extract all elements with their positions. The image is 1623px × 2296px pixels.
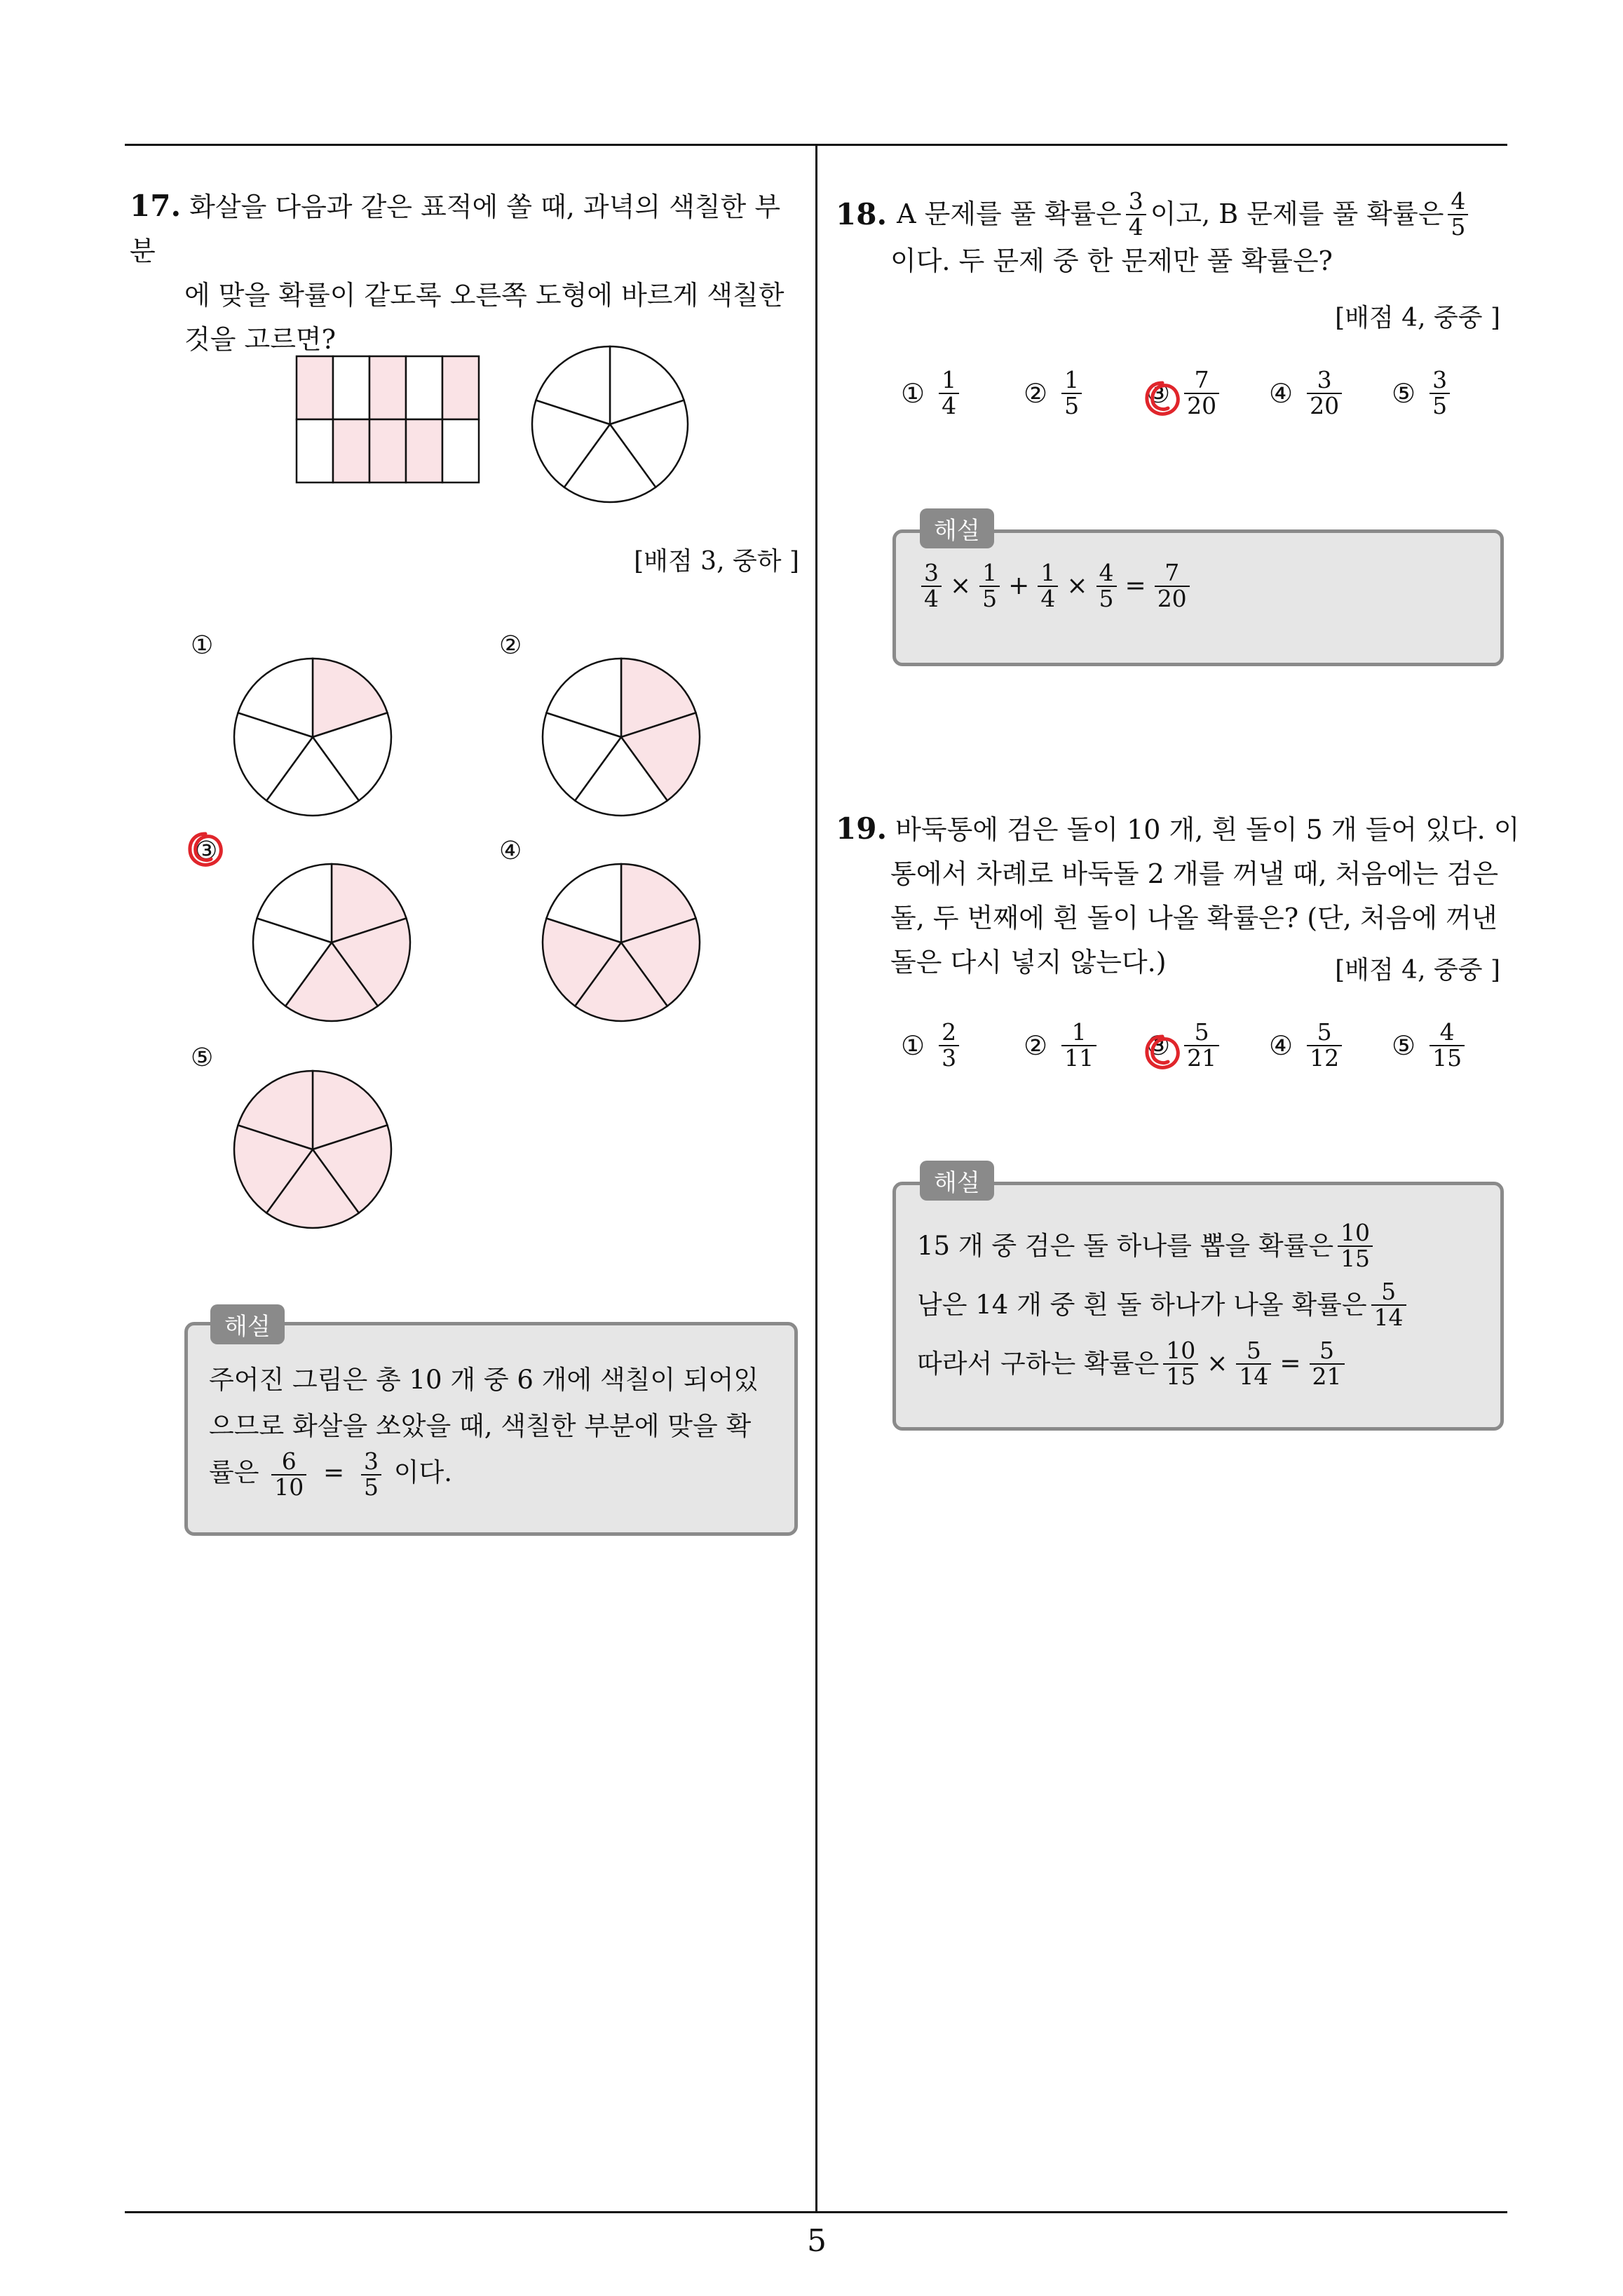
question-text-line: 에 맞을 확률이 같도록 오른쪽 도형에 바르게 색칠한 xyxy=(184,280,785,311)
q18-solution-text: $\frac{3}{4}$ × $\frac{1}{5}$ + $\frac{1}{4}$ × $\frac{4}{5}$ = $\frac{7}{20}$ xyxy=(917,561,1194,611)
grid-cell xyxy=(442,419,479,482)
solution-line: 률은 $\frac{6}{10}$ = $\frac{3}{5}$ 이다. xyxy=(209,1447,452,1501)
difficulty-meta: [배점 4, 중중 ] xyxy=(1335,304,1500,332)
solution-line: 주어진 그림은 총 10 개 중 6 개에 색칠이 되어있 xyxy=(209,1365,759,1395)
choice-4[interactable] xyxy=(1269,1020,1346,1070)
choice-number: ⑤ xyxy=(1392,377,1416,409)
question-18 xyxy=(836,189,1509,283)
choice-5[interactable] xyxy=(1392,368,1454,418)
answer-mark-icon xyxy=(1143,1029,1182,1072)
question-text: 이고, B 문제를 풀 확률은 xyxy=(1150,198,1444,230)
fraction: $\frac{4}{5}$ xyxy=(1096,561,1117,611)
choice-number: ⑤ xyxy=(1392,1029,1416,1061)
question-text-line: 화살을 다음과 같은 표적에 쏠 때, 과녁의 색칠한 부분 xyxy=(130,191,781,266)
solution-line: 으므로 화살을 쏘았을 때, 색칠한 부분에 맞을 확 xyxy=(209,1411,752,1441)
fraction: $\frac{4}{15}$ xyxy=(1430,1020,1465,1070)
question-17 xyxy=(130,184,803,362)
choice-number: ④ xyxy=(1269,377,1293,409)
question-text: A 문제를 풀 확률은 xyxy=(897,198,1122,230)
choice-number: ① xyxy=(901,1029,925,1061)
fraction: $\frac{10}{15}$ xyxy=(1163,1339,1198,1389)
fraction: $\frac{5}{14}$ xyxy=(1236,1339,1271,1389)
grid-cell xyxy=(297,356,333,419)
fraction: $\frac{5}{14}$ xyxy=(1371,1280,1406,1330)
grid-cell xyxy=(369,356,406,419)
fraction: $\frac{10}{15}$ xyxy=(1338,1221,1373,1271)
fraction: $\frac{5}{12}$ xyxy=(1307,1020,1342,1070)
page-number: 5 xyxy=(807,2223,827,2259)
fraction: $\frac{5}{21}$ xyxy=(1310,1339,1345,1389)
q18-choices xyxy=(901,368,1504,438)
question-text-line: 바둑통에 검은 돌이 10 개, 흰 돌이 5 개 들어 있다. 이 xyxy=(895,814,1520,845)
choice-number: ② xyxy=(1024,377,1048,409)
choice-2[interactable] xyxy=(1024,1020,1101,1070)
question-text-line: 돌은 다시 넣지 않는다.) xyxy=(890,947,1167,978)
fraction: $\frac{1}{5}$ xyxy=(1061,368,1082,418)
choice-1[interactable] xyxy=(901,368,963,418)
option-5-label[interactable]: ⑤ xyxy=(191,1044,214,1072)
answer-mark-icon xyxy=(1143,379,1182,418)
fraction: $\frac{3}{5}$ xyxy=(1430,368,1450,418)
choice-number: ③ xyxy=(1146,1029,1171,1061)
q17-solution-text xyxy=(209,1357,784,1499)
grid-cell xyxy=(369,419,406,482)
grid-cell xyxy=(333,356,369,419)
solution-line: 따라서 구하는 확률은 xyxy=(917,1349,1160,1379)
question-number: 17. xyxy=(130,189,182,223)
q19-choices xyxy=(901,1020,1504,1090)
fraction: $\frac{5}{21}$ xyxy=(1184,1020,1219,1070)
choice-number: ④ xyxy=(1269,1029,1293,1061)
fraction: $\frac{7}{20}$ xyxy=(1155,561,1190,611)
fraction: $\frac{3}{4}$ xyxy=(1126,189,1146,239)
option-2-label[interactable]: ② xyxy=(499,631,522,660)
column-divider xyxy=(815,144,817,2213)
question-number: 18. xyxy=(836,197,888,232)
difficulty-meta: [배점 4, 중중 ] xyxy=(1335,956,1500,985)
fraction: $\frac{4}{5}$ xyxy=(1448,189,1468,239)
question-number: 19. xyxy=(836,811,888,846)
solution-tag: 해설 xyxy=(210,1304,285,1344)
answer-mark-icon xyxy=(186,830,225,869)
fraction: $\frac{3}{4}$ xyxy=(921,561,942,611)
choice-2[interactable] xyxy=(1024,368,1086,418)
choice-number: ② xyxy=(1024,1029,1048,1061)
target-grid xyxy=(294,354,484,487)
question-text-line: 것을 고르면? xyxy=(184,324,336,355)
fraction: $\frac{1}{4}$ xyxy=(939,368,959,418)
fraction: $\frac{6}{10}$ xyxy=(271,1450,306,1499)
option-3-pie[interactable] xyxy=(250,861,413,1024)
question-text-line: 이다. 두 문제 중 한 문제만 풀 확률은? xyxy=(890,245,1333,277)
fraction: $\frac{2}{3}$ xyxy=(939,1020,959,1070)
solution-tag: 해설 xyxy=(920,508,994,548)
grid-cell xyxy=(333,419,369,482)
option-5-pie[interactable] xyxy=(231,1068,394,1231)
option-1-label[interactable]: ① xyxy=(191,631,214,660)
fraction: $\frac{1}{5}$ xyxy=(979,561,1000,611)
option-1-pie[interactable] xyxy=(231,656,394,818)
fraction: $\frac{1}{11}$ xyxy=(1061,1020,1096,1070)
grid-cell xyxy=(442,356,479,419)
grid-cell xyxy=(406,356,442,419)
target-circle xyxy=(529,344,691,505)
choice-number: ① xyxy=(901,377,925,409)
q19-solution-text: 15 개 중 검은 돌 하나를 뽑을 확률은 $\frac{10}{15}$ 남은 14 개 중 흰 돌 하나가 나올 확률은 $\frac{5}{14}$ 따라서 구하는 확률은 $\frac{10}{15}$ × $\frac{5}{14}$ = $\frac{5}{21}$ xyxy=(917,1217,1492,1393)
option-2-pie[interactable] xyxy=(540,656,702,818)
choice-1[interactable] xyxy=(901,1020,963,1070)
fraction: $\frac{7}{20}$ xyxy=(1184,368,1219,418)
fraction: $\frac{3}{20}$ xyxy=(1307,368,1342,418)
solution-tag: 해설 xyxy=(920,1161,994,1201)
question-text-line: 통에서 차례로 바둑돌 2 개를 꺼낼 때, 처음에는 검은 xyxy=(890,858,1499,889)
question-text-line: 돌, 두 번째에 흰 돌이 나올 확률은? (단, 처음에 꺼낸 xyxy=(890,903,1498,933)
choice-number: ③ xyxy=(1146,377,1171,409)
grid-cell xyxy=(297,419,333,482)
option-4-label[interactable]: ④ xyxy=(499,837,522,865)
solution-line: 15 개 중 검은 돌 하나를 뽑을 확률은 xyxy=(917,1231,1334,1261)
grid-cell xyxy=(406,419,442,482)
fraction: $\frac{3}{5}$ xyxy=(361,1450,381,1499)
option-4-pie[interactable] xyxy=(540,861,702,1024)
choice-4[interactable] xyxy=(1269,368,1346,418)
bottom-rule xyxy=(125,2211,1507,2213)
difficulty-meta: [배점 3, 중하 ] xyxy=(634,547,799,576)
solution-line: 남은 14 개 중 흰 돌 하나가 나올 확률은 xyxy=(917,1290,1367,1320)
option-3-label[interactable]: ③ xyxy=(195,837,218,865)
fraction: $\frac{1}{4}$ xyxy=(1038,561,1058,611)
choice-5[interactable] xyxy=(1392,1020,1469,1070)
